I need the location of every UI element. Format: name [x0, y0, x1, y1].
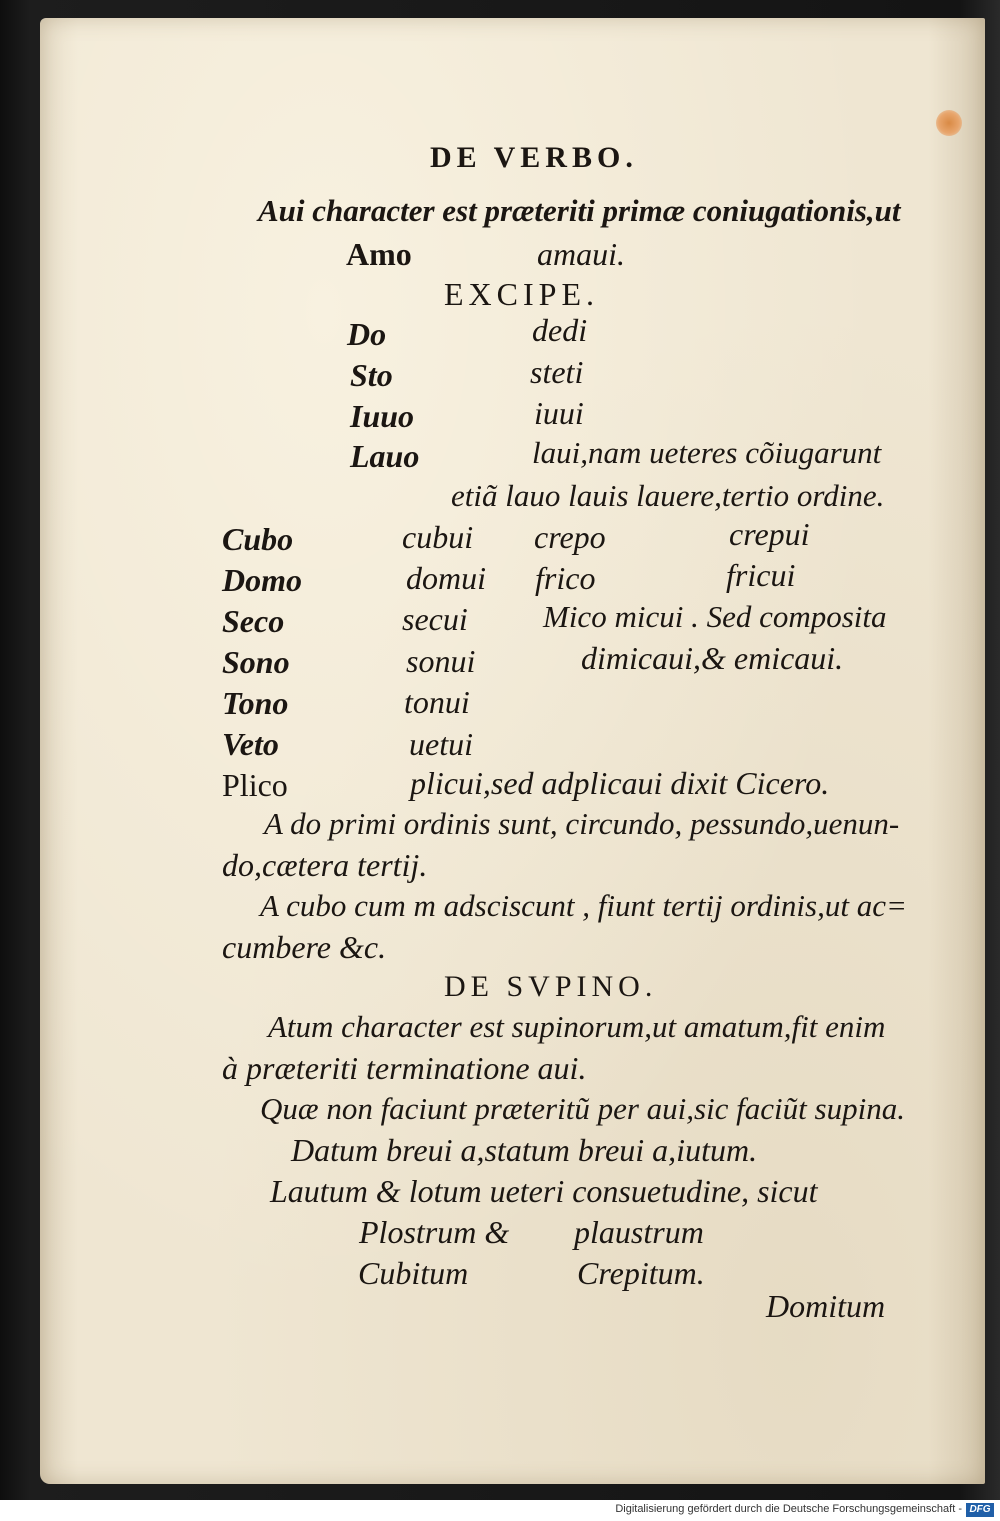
- atum-line-1: Atum character est supinorum,ut amatum,fit enim: [268, 1009, 886, 1044]
- rule-aui: Aui character est præteriti primæ coniugationis,ut: [258, 193, 901, 228]
- ui-verb: Seco: [222, 603, 285, 639]
- acubo-line-2: cumbere &c.: [222, 929, 387, 965]
- lautum-line: Lautum & lotum ueteri consuetudine, sicut: [270, 1173, 818, 1209]
- plico-verb: Plico: [222, 767, 288, 803]
- exception-verb: Sto: [350, 357, 393, 393]
- ui-perfect: sonui: [406, 643, 476, 679]
- right-col-verb: frico: [535, 560, 596, 596]
- heading-excipe: EXCIPE.: [444, 276, 599, 312]
- dfg-logo: DFG: [966, 1503, 994, 1517]
- mico-line-2: dimicaui,& emicaui.: [581, 640, 844, 676]
- ui-perfect: domui: [406, 560, 486, 596]
- pair-left: Plostrum &: [359, 1214, 510, 1250]
- exception-perfect: steti: [530, 354, 584, 390]
- example-amaui: amaui.: [537, 236, 625, 272]
- ui-verb: Domo: [222, 562, 302, 598]
- ui-perfect: uetui: [409, 726, 473, 762]
- ado-line-1: A do primi ordinis sunt, circundo, pessundo,uenun-: [264, 806, 900, 841]
- exception-perfect: dedi: [532, 312, 588, 348]
- ui-perfect: cubui: [402, 519, 474, 555]
- pair-left: Cubitum: [358, 1255, 469, 1291]
- pair-right: Crepitum.: [577, 1255, 705, 1291]
- right-col-perfect: fricui: [726, 557, 796, 593]
- example-amo: Amo: [346, 236, 412, 272]
- acubo-line-1: A cubo cum m adsciscunt , fiunt tertij ordinis,ut ac=: [260, 888, 907, 923]
- exception-verb: Do: [347, 316, 387, 352]
- right-col-perfect: crepui: [729, 516, 810, 552]
- exception-verb: Iuuo: [350, 398, 415, 434]
- ui-perfect: tonui: [404, 684, 470, 720]
- ui-verb: Cubo: [222, 521, 294, 557]
- ui-verb: Sono: [222, 644, 290, 680]
- exception-perfect: laui,nam ueteres cõiugarunt: [532, 435, 882, 470]
- footer-bar: [0, 1500, 1000, 1521]
- datum-line: Datum breui a,statum breui a,iutum.: [291, 1132, 758, 1168]
- heading-de-supino: DE SVPINO.: [444, 970, 658, 1003]
- right-col-verb: crepo: [534, 519, 606, 555]
- exception-verb: Lauo: [350, 438, 420, 474]
- atum-line-2: à præteriti terminatione aui.: [222, 1050, 587, 1086]
- pair-right: plaustrum: [574, 1214, 704, 1250]
- heading-de-verbo: DE VERBO.: [430, 141, 638, 174]
- quae-line: Quæ non faciunt præteritũ per aui,sic faciũt supina.: [260, 1091, 905, 1126]
- ado-line-2: do,cætera tertij.: [222, 847, 428, 883]
- book-page: [40, 18, 985, 1484]
- mico-line: Mico micui . Sed composita: [543, 599, 887, 634]
- catchword: Domitum: [766, 1288, 886, 1324]
- exception-perfect: iuui: [534, 395, 584, 431]
- ui-verb: Veto: [222, 726, 279, 762]
- ui-perfect: secui: [402, 601, 468, 637]
- lauo-continuation: etiã lauo lauis lauere,tertio ordine.: [451, 478, 885, 513]
- footer-credit: Digitalisierung gefördert durch die Deutsche Forschungsgemeinschaft -: [615, 1503, 962, 1515]
- page-stain: [936, 110, 962, 136]
- ui-verb: Tono: [222, 685, 289, 721]
- plico-perfect: plicui,sed adplicaui dixit Cicero.: [410, 765, 830, 801]
